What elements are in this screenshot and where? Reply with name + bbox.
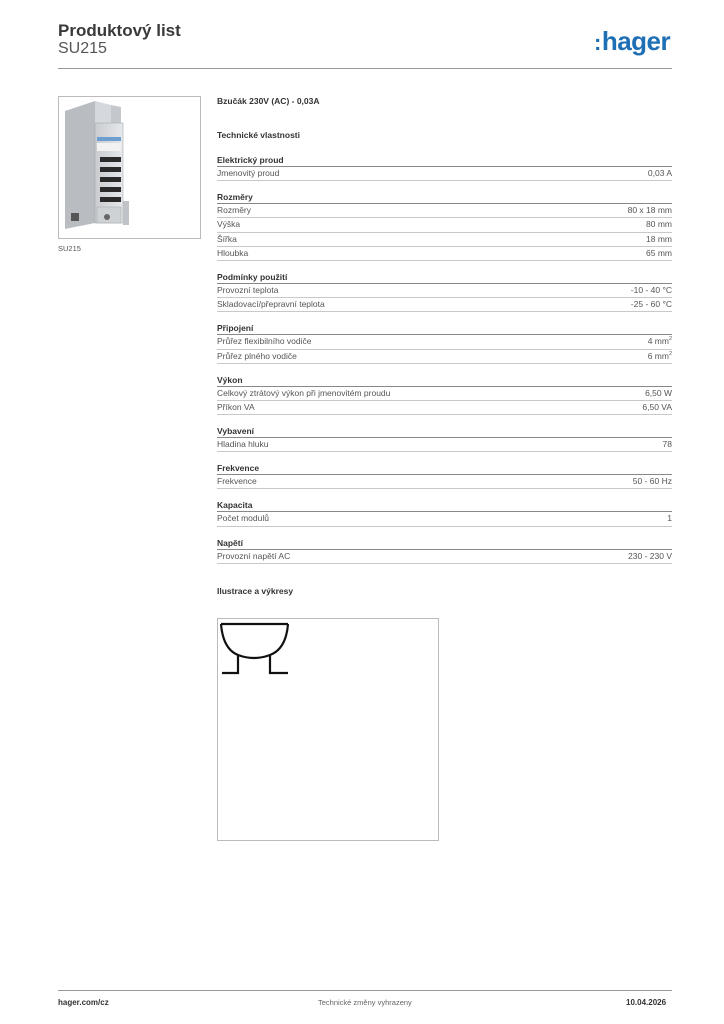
spec-group-title: Připojení xyxy=(217,322,672,335)
spec-label: Provozní teplota xyxy=(217,284,279,295)
spec-label: Celkový ztrátový výkon při jmenovitém proudu xyxy=(217,387,391,398)
spec-row xyxy=(217,438,672,452)
product-name: Bzučák 230V (AC) - 0,03A xyxy=(217,96,320,106)
spec-label: Počet modulů xyxy=(217,513,269,524)
spec-row xyxy=(217,298,672,312)
spec-value xyxy=(648,350,672,363)
spec-value-text: -25 - 60 °C xyxy=(630,299,672,310)
unit-superscript: 2 xyxy=(668,336,672,343)
spec-label: Frekvence xyxy=(217,476,257,487)
product-image xyxy=(58,96,201,239)
spec-label: Hladina hluku xyxy=(217,439,269,450)
spec-value-text: 78 xyxy=(662,439,672,450)
spec-value-text: 6,50 VA xyxy=(642,401,672,412)
spec-row xyxy=(217,335,672,349)
spec-label: Šířka xyxy=(217,233,237,244)
spec-label: Provozní napětí AC xyxy=(217,550,291,561)
spec-label: Příkon VA xyxy=(217,401,255,412)
spec-row xyxy=(217,550,672,564)
spec-row xyxy=(217,284,672,298)
spec-group-title: Výkon xyxy=(217,374,672,387)
spec-group-title: Podmínky použití xyxy=(217,271,672,284)
spec-value xyxy=(646,247,672,260)
spec-row xyxy=(217,387,672,401)
spec-label: Průřez flexibilního vodiče xyxy=(217,336,312,347)
spec-group-title: Vybavení xyxy=(217,425,672,438)
spec-group xyxy=(217,499,672,526)
spec-value-text: 4 mm xyxy=(647,336,669,347)
spec-group-title: Kapacita xyxy=(217,499,672,512)
spec-group-title: Napětí xyxy=(217,537,672,550)
footer-divider xyxy=(58,990,672,991)
logo-dots: : xyxy=(594,30,601,55)
spec-value-text: 50 - 60 Hz xyxy=(632,476,672,487)
spec-value-text: 230 - 230 V xyxy=(628,550,672,561)
spec-value xyxy=(631,298,672,311)
buzzer-module-image xyxy=(59,97,200,238)
spec-value-text: 18 mm xyxy=(646,233,672,244)
spec-value-text: 6 mm xyxy=(647,350,669,361)
footer-website[interactable]: hager.com/cz xyxy=(58,998,109,1007)
spec-value xyxy=(663,438,672,451)
spec-value-text: 80 x 18 mm xyxy=(627,205,672,216)
spec-row xyxy=(217,233,672,247)
spec-label: Rozměry xyxy=(217,205,252,216)
spec-group-title: Frekvence xyxy=(217,462,672,475)
spec-group-title: Rozměry xyxy=(217,191,672,204)
spec-row xyxy=(217,512,672,526)
spec-value-text: 6,50 W xyxy=(645,387,672,398)
spec-value xyxy=(667,512,672,525)
image-caption: SU215 xyxy=(58,244,81,253)
spec-value xyxy=(648,167,672,180)
spec-group xyxy=(217,537,672,564)
spec-row xyxy=(217,218,672,232)
spec-group xyxy=(217,271,672,312)
spec-group xyxy=(217,374,672,415)
spec-row xyxy=(217,475,672,489)
buzzer-symbol-icon xyxy=(218,619,438,840)
spec-groups xyxy=(217,154,672,564)
spec-group-title: Elektrický proud xyxy=(217,154,672,167)
hager-logo[interactable] xyxy=(594,28,670,54)
spec-value xyxy=(642,401,672,414)
logo-text: hager xyxy=(601,26,671,56)
spec-value xyxy=(645,387,672,400)
spec-value-text: 80 mm xyxy=(646,219,672,230)
spec-group xyxy=(217,425,672,452)
spec-value xyxy=(631,284,672,297)
spec-value xyxy=(628,204,672,217)
spec-group xyxy=(217,154,672,181)
spec-value xyxy=(646,233,672,246)
spec-row xyxy=(217,167,672,181)
spec-value-text: 65 mm xyxy=(646,247,672,258)
product-code: SU215 xyxy=(58,40,107,57)
spec-value xyxy=(646,218,672,231)
spec-label: Výška xyxy=(217,219,241,230)
tech-heading: Technické vlastnosti xyxy=(217,130,300,140)
spec-group xyxy=(217,322,672,363)
spec-value xyxy=(633,475,672,488)
spec-value xyxy=(648,335,672,348)
spec-group xyxy=(217,191,672,261)
spec-content xyxy=(217,96,672,600)
spec-label: Průřez plného vodiče xyxy=(217,350,297,361)
spec-value-text: -10 - 40 °C xyxy=(630,284,672,295)
spec-label: Jmenovitý proud xyxy=(217,168,280,178)
spec-value-text: 1 xyxy=(667,513,672,524)
spec-row xyxy=(217,247,672,261)
spec-value-text: 0,03 A xyxy=(647,168,672,178)
spec-value xyxy=(628,550,672,563)
illustrations-heading: Ilustrace a výkresy xyxy=(217,585,294,596)
unit-superscript: 2 xyxy=(668,350,672,357)
spec-label: Skladovací/přepravní teplota xyxy=(217,299,325,310)
spec-label: Hloubka xyxy=(217,247,249,258)
spec-row xyxy=(217,401,672,415)
spec-group xyxy=(217,462,672,489)
spec-row xyxy=(217,204,672,218)
header-divider xyxy=(58,68,672,69)
footer-date: 10.04.2026 xyxy=(626,998,667,1007)
spec-row xyxy=(217,350,672,364)
footer-note: Technické změny vyhrazeny xyxy=(318,998,412,1007)
page-title: Produktový list xyxy=(58,21,181,40)
illustration-box xyxy=(217,618,439,841)
